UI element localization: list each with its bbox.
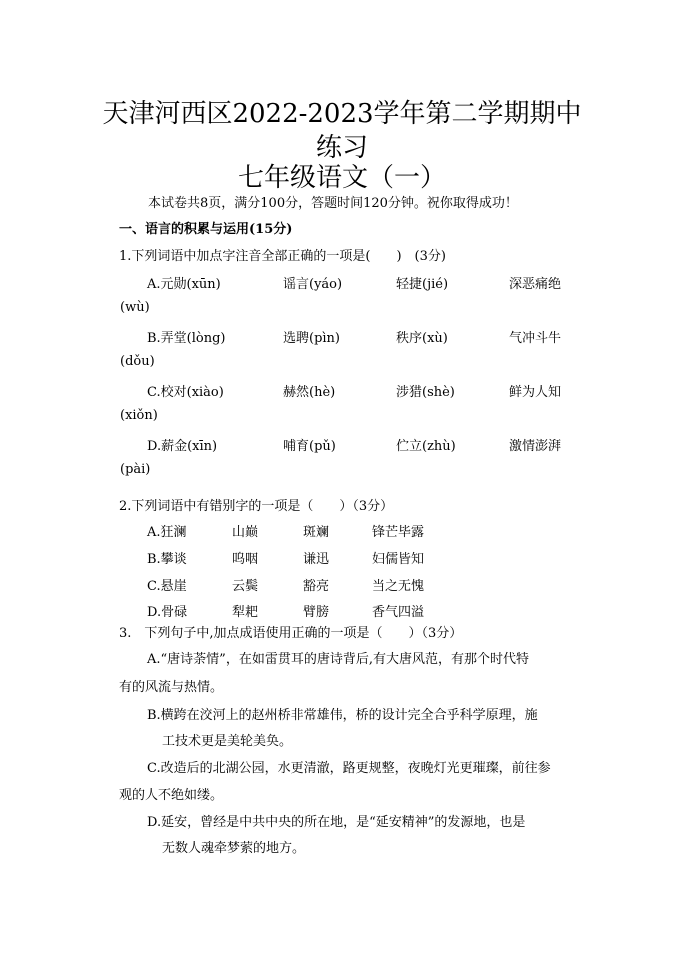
q1-option-b-wrap: (dǒu)	[120, 354, 155, 369]
q1-option-a-wrap: (wù)	[120, 300, 150, 315]
q3-option-a-line1: A.“唐诗荼情”，在如雷贯耳的唐诗背后,有大唐风范，有那个时代特	[147, 652, 529, 667]
q3-option-d-line2: 无数人魂牵梦萦的地方。	[162, 841, 306, 856]
q2-option-c-word4: 当之无愧	[372, 579, 425, 594]
q3-option-c-line2: 观的人不绝如缕。	[119, 788, 224, 803]
q2-option-a-word4: 锋芒毕露	[372, 525, 425, 540]
q2-option-b-word1: B.攀谈	[147, 552, 187, 567]
q1-option-a-word3: 轻捷(jié)	[396, 277, 449, 292]
q1-option-a-word1: A.元勋(xūn)	[147, 277, 221, 292]
q2-option-d-word3: 臂膀	[303, 605, 330, 620]
q3-option-c-line1: C.改造后的北湖公园，水更清澈，路更规整，夜晚灯光更璀璨，前往参	[147, 761, 551, 776]
q2-option-b-word2: 呜咽	[232, 552, 259, 567]
q3-option-b-line2: 工技术更是美轮美奂。	[162, 734, 293, 749]
q2-option-c-word1: C.悬崖	[147, 579, 187, 594]
q2-option-c-word2: 云鬓	[232, 579, 259, 594]
q1-option-c-word4: 鲜为人知	[509, 385, 562, 400]
q2-option-d-word2: 犁耙	[232, 605, 259, 620]
page-subtitle: 七年级语文（一）	[237, 163, 446, 193]
q1-option-d-word4: 激情澎湃	[509, 439, 562, 454]
q1-option-a-word4: 深恶痛绝	[509, 277, 562, 292]
q1-option-a-word2: 谣言(yáo)	[283, 277, 343, 292]
q3-option-d-line1: D.延安，曾经是中共中央的所在地，是“延安精神”的发源地，也是	[147, 815, 526, 830]
q1-option-d-word1: D.薪金(xīn)	[147, 439, 218, 454]
q1-option-b-word1: B.弄堂(lòng)	[147, 331, 226, 346]
q3-option-a-line2: 有的风流与热情。	[119, 680, 224, 695]
q1-option-d-word3: 伫立(zhù)	[396, 439, 456, 454]
q2-option-a-word1: A.狂澜	[147, 525, 187, 540]
q3-option-b-line1: B.横跨在洨河上的赵州桥非常雄伟，桥的设计完全合乎科学原理，施	[147, 708, 538, 723]
q1-option-c-word1: C.校对(xiào)	[147, 385, 224, 400]
q2-option-b-word3: 谦迅	[303, 552, 330, 567]
q2-option-a-word2: 山巅	[232, 525, 259, 540]
question-2-stem: 2.下列词语中有错别字的一项是（ ）（3分）	[119, 499, 394, 514]
section-heading: 一、语言的积累与运用(15分)	[119, 222, 293, 237]
q1-option-c-word3: 涉猎(shè)	[396, 385, 455, 400]
q1-option-d-wrap: (pài)	[120, 462, 151, 477]
q2-option-a-word3: 斑斓	[303, 525, 330, 540]
question-1-stem: 1.下列词语中加点字注音全部正确的一项是( ) (3分)	[119, 249, 446, 264]
page-title-line2: 练习	[315, 133, 368, 163]
q1-option-b-word4: 气冲斗牛	[509, 331, 562, 346]
q2-option-d-word1: D.骨碌	[147, 605, 188, 620]
q1-option-d-word2: 哺育(pǔ)	[283, 439, 336, 454]
q2-option-d-word4: 香气四溢	[372, 605, 425, 620]
exam-intro: 本试卷共8页，满分100分，答题时间120分钟。祝你取得成功！	[148, 196, 518, 211]
q1-option-c-word2: 赫然(hè)	[283, 385, 336, 400]
q2-option-b-word4: 妇儒皆知	[372, 552, 425, 567]
question-3-stem: 3. 下列句子中,加点成语使用正确的一项是（ ）（3分）	[119, 626, 463, 641]
q1-option-b-word3: 秩序(xù)	[396, 331, 448, 346]
q2-option-c-word3: 豁亮	[303, 579, 330, 594]
q1-option-c-wrap: (xiǒn)	[120, 408, 158, 423]
q1-option-b-word2: 选聘(pìn)	[283, 331, 340, 346]
page-title-line1: 天津河西区2022-2023学年第二学期期中	[102, 99, 582, 129]
